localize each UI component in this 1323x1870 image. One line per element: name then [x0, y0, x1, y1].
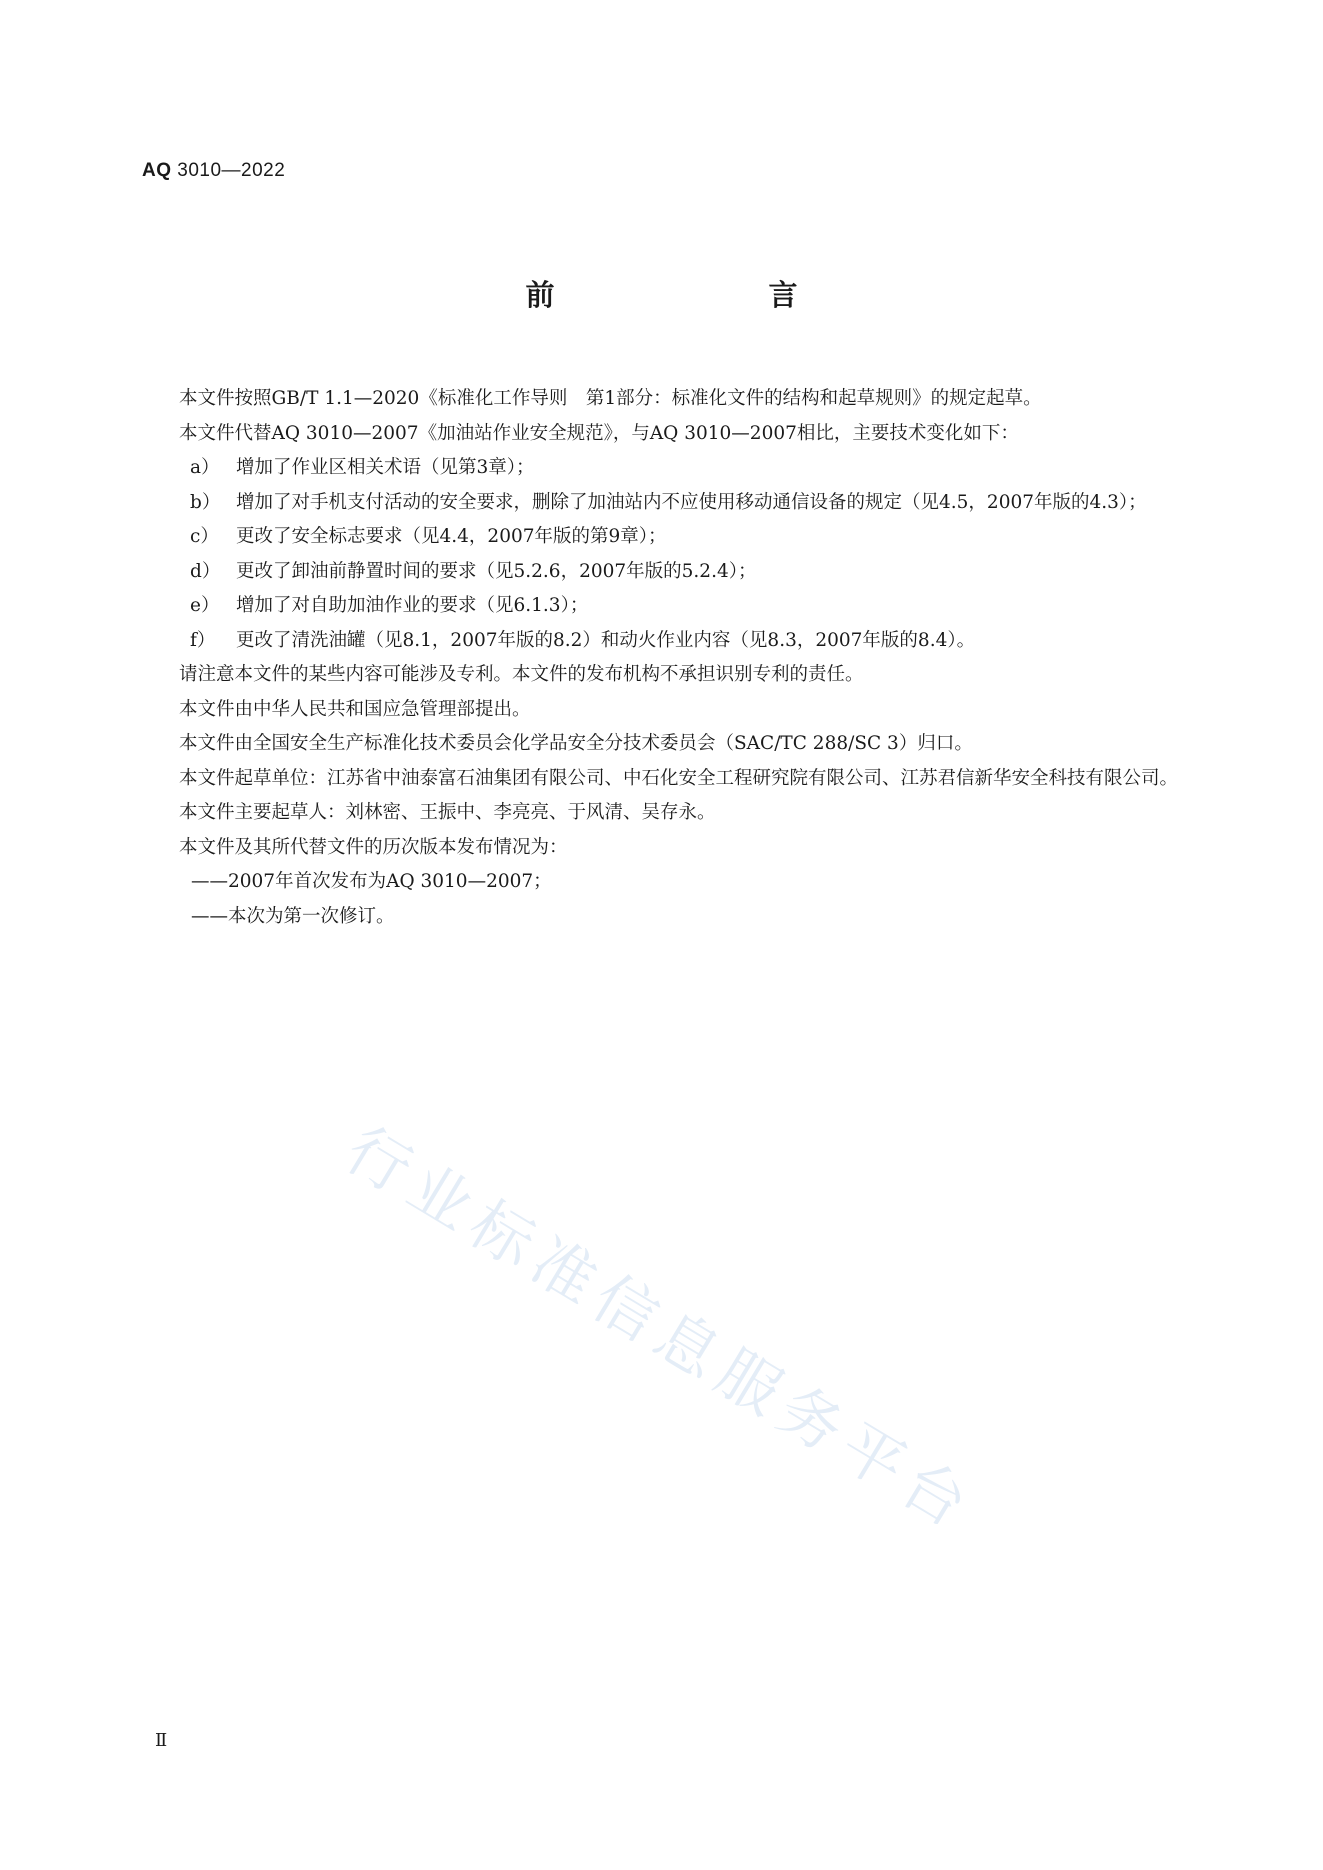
list-item — [142, 589, 1182, 624]
list-item-label: b） — [190, 491, 221, 513]
changes-list — [142, 451, 1182, 658]
paragraph-replacement: 本文件代替AQ 3010—2007《加油站作业安全规范》，与AQ 3010—2007相比，主要技术变化如下： — [179, 422, 1019, 444]
list-item-label: e） — [190, 595, 220, 616]
paragraph-drafters: 本文件主要起草人：刘林密、王振中、李亮亮、于风清、吴存永。 — [179, 802, 716, 823]
paragraph-patent-notice: 请注意本文件的某些内容可能涉及专利。本文件的发布机构不承担识别专利的责任。 — [179, 664, 864, 685]
history-item: ——2007年首次发布为AQ 3010—2007； — [191, 871, 552, 892]
list-item-label: a） — [190, 457, 220, 478]
paragraph-committee: 本文件由全国安全生产标准化技术委员会化学品安全分技术委员会（SAC/TC 288/SC 3）归口。 — [179, 733, 973, 754]
page-title: 前 言 — [525, 278, 850, 312]
document-body — [142, 382, 1182, 934]
list-item-text: 增加了对手机支付活动的安全要求，删除了加油站内不应使用移动通信设备的规定（见4.5，2007年版的4.3）； — [236, 491, 1147, 513]
history-item: ——本次为第一次修订。 — [191, 905, 395, 927]
list-item-label: c） — [190, 526, 219, 547]
list-item-label: d） — [190, 560, 221, 582]
paragraph-history-intro: 本文件及其所代替文件的历次版本发布情况为： — [179, 836, 568, 858]
watermark: 行业标准信息服务平台 — [333, 1112, 989, 1546]
paragraph-proposer: 本文件由中华人民共和国应急管理部提出。 — [179, 698, 531, 720]
standard-prefix: AQ — [142, 160, 172, 181]
standard-code — [142, 160, 285, 182]
page-number: Ⅱ — [155, 1730, 168, 1751]
list-item — [142, 520, 1182, 555]
list-item — [142, 486, 1182, 521]
list-item — [142, 624, 1182, 659]
standard-number: 3010—2022 — [177, 160, 286, 181]
paragraph-drafting-units: 本文件起草单位：江苏省中油泰富石油集团有限公司、中石化安全工程研究院有限公司、江苏君信新华安全科技有限公司。 — [179, 767, 1179, 789]
paragraph-drafting-rules: 本文件按照GB/T 1.1—2020《标准化工作导则 第1部分：标准化文件的结构和起草规则》的规定起草。 — [179, 388, 1042, 409]
list-item-text: 增加了对自助加油作业的要求（见6.1.3）； — [236, 595, 589, 616]
list-item — [142, 451, 1182, 486]
list-item-text: 增加了作业区相关术语（见第3章）； — [236, 457, 535, 478]
list-item-text: 更改了卸油前静置时间的要求（见5.2.6，2007年版的5.2.4）； — [236, 560, 757, 582]
list-item — [142, 555, 1182, 590]
list-item-text: 更改了清洗油罐（见8.1，2007年版的8.2）和动火作业内容（见8.3，2007年版的8.4）。 — [236, 629, 976, 651]
list-item-text: 更改了安全标志要求（见4.4，2007年版的第9章）； — [236, 526, 667, 547]
list-item-label: f） — [190, 629, 216, 651]
